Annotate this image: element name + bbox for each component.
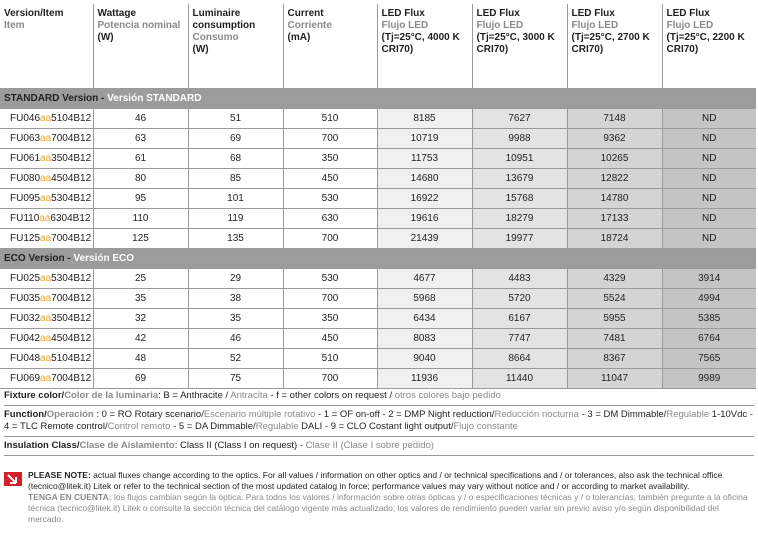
wattage-cell: 48 — [93, 349, 188, 369]
table-row — [0, 209, 756, 229]
item-code: FU095aa5304B12 — [0, 189, 93, 209]
consumption-cell: 68 — [188, 149, 283, 169]
table-row — [0, 229, 756, 249]
flux-2700-cell: 5955 — [567, 309, 662, 329]
table-row — [0, 309, 756, 329]
flux-3000-cell: 11440 — [472, 369, 567, 389]
item-code: FU048aa5104B12 — [0, 349, 93, 369]
wattage-cell: 80 — [93, 169, 188, 189]
flux-2200-cell: 7565 — [662, 349, 756, 369]
wattage-cell: 63 — [93, 129, 188, 149]
item-code: FU061aa3504B12 — [0, 149, 93, 169]
flux-2700-cell: 8367 — [567, 349, 662, 369]
consumption-cell: 51 — [188, 109, 283, 129]
flux-2700-cell: 18724 — [567, 229, 662, 249]
header-row — [0, 4, 756, 89]
flux-2200-cell: ND — [662, 189, 756, 209]
flux-3000-cell: 10951 — [472, 149, 567, 169]
function-note: Function/Operación : 0 = RO Rotary scenario/Escenario múltiple rotativo - 1 = OF on-off - 2 = DMP Night reduction/Reducción nocturna - 3 = DM Dimmable/Regulable 1-10Vdc - 4 = TLC Remote control/Control remoto - 5 = DA Dimmable/Regulable DALI - 9 = CLO Costant light output/Flujo constante — [4, 409, 753, 432]
flux-2700-cell: 4329 — [567, 269, 662, 289]
consumption-cell: 119 — [188, 209, 283, 229]
flux-2200-cell: 9989 — [662, 369, 756, 389]
flux-2200-cell: 4994 — [662, 289, 756, 309]
table-row — [0, 369, 756, 389]
consumption-cell: 135 — [188, 229, 283, 249]
item-code: FU080aa4504B12 — [0, 169, 93, 189]
item-code: FU025aa5304B12 — [0, 269, 93, 289]
flux-2700-cell: 10265 — [567, 149, 662, 169]
flux-3000-cell: 7747 — [472, 329, 567, 349]
flux-2200-cell: ND — [662, 229, 756, 249]
item-code: FU046aa5104B12 — [0, 109, 93, 129]
flux-2200-cell: ND — [662, 149, 756, 169]
flux-3000-cell: 4483 — [472, 269, 567, 289]
flux-4000-cell: 6434 — [377, 309, 472, 329]
flux-4000-cell: 9040 — [377, 349, 472, 369]
table-row — [0, 109, 756, 129]
table-row — [0, 329, 756, 349]
table-row — [0, 349, 756, 369]
item-code: FU035aa7004B12 — [0, 289, 93, 309]
flux-2200-cell: ND — [662, 129, 756, 149]
consumption-cell: 38 — [188, 289, 283, 309]
table-row — [0, 289, 756, 309]
col-flux-3000: LED Flux Flujo LED (Tj=25°C, 3000 K CRI70) — [472, 4, 567, 89]
table-row — [0, 189, 756, 209]
flux-4000-cell: 8185 — [377, 109, 472, 129]
flux-4000-cell: 19616 — [377, 209, 472, 229]
consumption-cell: 29 — [188, 269, 283, 289]
flux-2200-cell: ND — [662, 209, 756, 229]
flux-4000-cell: 5968 — [377, 289, 472, 309]
wattage-cell: 110 — [93, 209, 188, 229]
flux-2200-cell: ND — [662, 109, 756, 129]
flux-3000-cell: 7627 — [472, 109, 567, 129]
flux-2700-cell: 17133 — [567, 209, 662, 229]
item-code: FU042aa4504B12 — [0, 329, 93, 349]
please-note: PLEASE NOTE: actual fluxes change according to the optics. For all values / information on other optics and / or technical specifications and / or tolerances, also ask the technical office (tecnico@litek.it) Litek or refer to the technical section of the most updated catalog in force; performance values may vary without notice and / or according to market availability. TENGA EN CUENTA: los flujos cambian según la óptica. Para todos los valores / información sobre otras ópticas y / o especificaciones técnicas y / o tolerancias, también pregunte a la oficina técnica (tecnico@litek.it) Litek o consulte la sección técnica del catálogo vigente más actualizado; los valores de rendimiento pueden variar sin previo aviso y/o según disponibilidad del mercado. — [4, 470, 754, 525]
current-cell: 700 — [283, 289, 377, 309]
current-cell: 450 — [283, 169, 377, 189]
flux-3000-cell: 8664 — [472, 349, 567, 369]
consumption-cell: 75 — [188, 369, 283, 389]
table-row — [0, 149, 756, 169]
item-code: FU063aa7004B12 — [0, 129, 93, 149]
current-cell: 530 — [283, 189, 377, 209]
wattage-cell: 25 — [93, 269, 188, 289]
fixture-color-note: Fixture color/Color de la luminaria: B = Anthracite / Antracita - f = other colors on request / otros colores bajo pedido — [4, 390, 501, 401]
current-cell: 510 — [283, 349, 377, 369]
flux-3000-cell: 9988 — [472, 129, 567, 149]
wattage-cell: 125 — [93, 229, 188, 249]
flux-2700-cell: 5524 — [567, 289, 662, 309]
item-code: FU110aa6304B12 — [0, 209, 93, 229]
wattage-cell: 35 — [93, 289, 188, 309]
col-flux-4000: LED Flux Flujo LED (Tj=25°C, 4000 K CRI70) — [377, 4, 472, 89]
flux-3000-cell: 6167 — [472, 309, 567, 329]
consumption-cell: 46 — [188, 329, 283, 349]
spec-table — [0, 4, 756, 389]
col-consumption: Luminaire consumption Consumo (W) — [188, 4, 283, 89]
consumption-cell: 35 — [188, 309, 283, 329]
table-row — [0, 269, 756, 289]
col-version: Version/Item Item — [0, 4, 93, 89]
current-cell: 510 — [283, 109, 377, 129]
flux-3000-cell: 5720 — [472, 289, 567, 309]
flux-3000-cell: 18279 — [472, 209, 567, 229]
wattage-cell: 32 — [93, 309, 188, 329]
item-code: FU069aa7004B12 — [0, 369, 93, 389]
flux-4000-cell: 11936 — [377, 369, 472, 389]
col-flux-2700: LED Flux Flujo LED (Tj=25°C, 2700 K CRI70) — [567, 4, 662, 89]
flux-4000-cell: 14680 — [377, 169, 472, 189]
section-header: ECO Version - Versión ECO — [0, 249, 756, 269]
item-code: FU125aa7004B12 — [0, 229, 93, 249]
consumption-cell: 69 — [188, 129, 283, 149]
consumption-cell: 101 — [188, 189, 283, 209]
current-cell: 530 — [283, 269, 377, 289]
flux-2700-cell: 7481 — [567, 329, 662, 349]
wattage-cell: 95 — [93, 189, 188, 209]
flux-4000-cell: 16922 — [377, 189, 472, 209]
flux-4000-cell: 11753 — [377, 149, 472, 169]
flux-2700-cell: 9362 — [567, 129, 662, 149]
wattage-cell: 42 — [93, 329, 188, 349]
current-cell: 700 — [283, 369, 377, 389]
table-row — [0, 169, 756, 189]
flux-4000-cell: 10719 — [377, 129, 472, 149]
current-cell: 350 — [283, 309, 377, 329]
flux-3000-cell: 13679 — [472, 169, 567, 189]
current-cell: 450 — [283, 329, 377, 349]
flux-3000-cell: 19977 — [472, 229, 567, 249]
col-current: Current Corriente (mA) — [283, 4, 377, 89]
flux-4000-cell: 8083 — [377, 329, 472, 349]
flux-2200-cell: 6764 — [662, 329, 756, 349]
insulation-note: Insulation Class/Clase de Aislamiento: Class II (Class I on request) - Clase II (Clase I sobre pedido) — [4, 440, 434, 451]
current-cell: 700 — [283, 229, 377, 249]
col-wattage: Wattage Potencia nominal (W) — [93, 4, 188, 89]
warning-arrow-icon — [4, 472, 22, 486]
consumption-cell: 85 — [188, 169, 283, 189]
consumption-cell: 52 — [188, 349, 283, 369]
notes — [4, 390, 754, 459]
flux-4000-cell: 21439 — [377, 229, 472, 249]
current-cell: 350 — [283, 149, 377, 169]
flux-2200-cell: 3914 — [662, 269, 756, 289]
flux-2700-cell: 7148 — [567, 109, 662, 129]
flux-2700-cell: 14780 — [567, 189, 662, 209]
item-code: FU032aa3504B12 — [0, 309, 93, 329]
table-row — [0, 129, 756, 149]
wattage-cell: 61 — [93, 149, 188, 169]
wattage-cell: 46 — [93, 109, 188, 129]
col-flux-2200: LED Flux Flujo LED (Tj=25°C, 2200 K CRI70) — [662, 4, 756, 89]
current-cell: 630 — [283, 209, 377, 229]
section-header: STANDARD Version - Versión STANDARD — [0, 89, 756, 109]
current-cell: 700 — [283, 129, 377, 149]
flux-2700-cell: 12822 — [567, 169, 662, 189]
wattage-cell: 69 — [93, 369, 188, 389]
flux-2700-cell: 11047 — [567, 369, 662, 389]
flux-2200-cell: ND — [662, 169, 756, 189]
flux-3000-cell: 15768 — [472, 189, 567, 209]
flux-4000-cell: 4677 — [377, 269, 472, 289]
flux-2200-cell: 5385 — [662, 309, 756, 329]
